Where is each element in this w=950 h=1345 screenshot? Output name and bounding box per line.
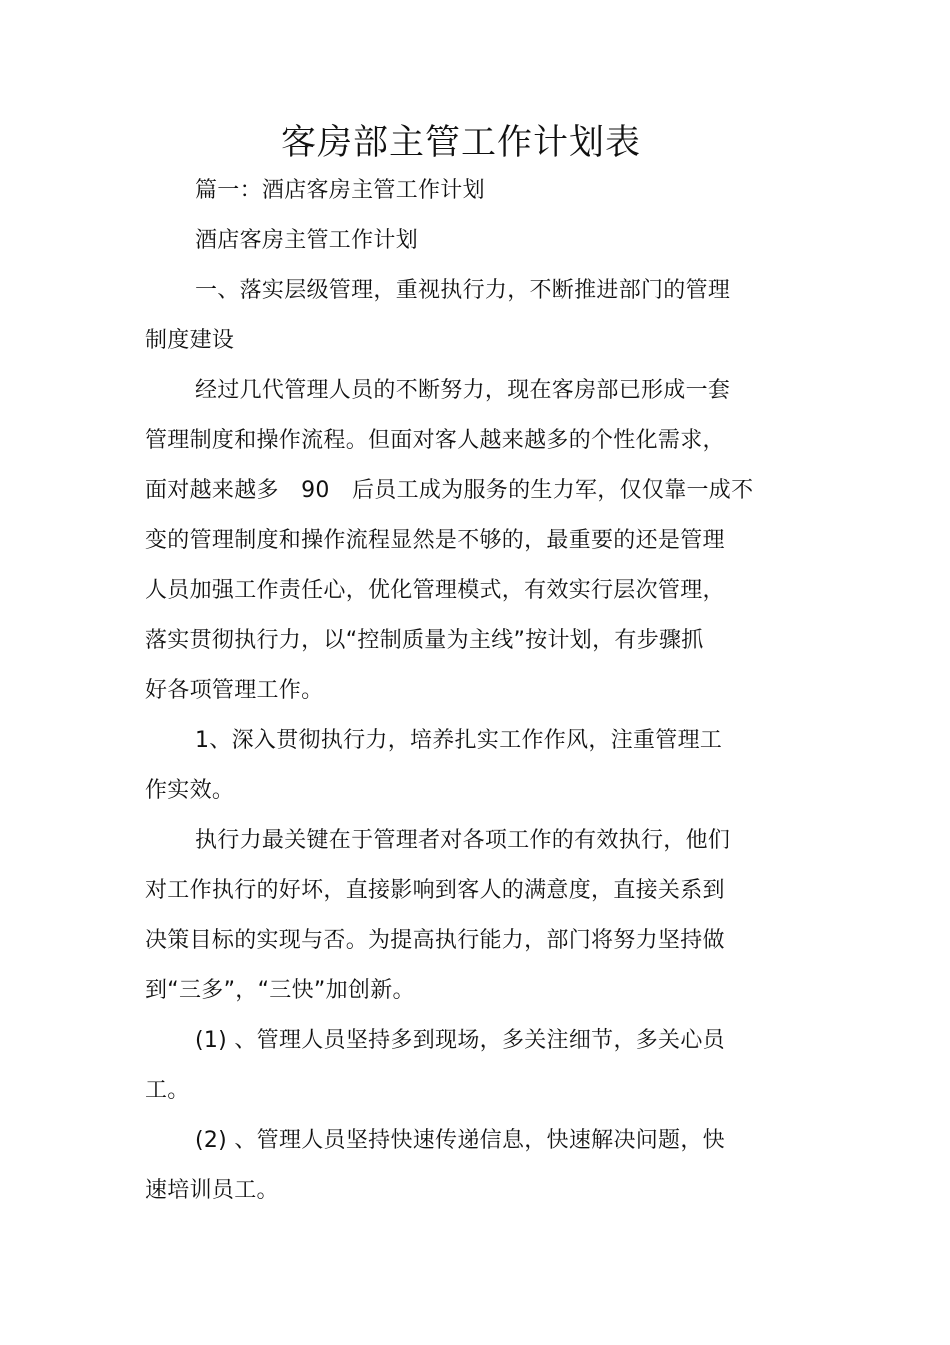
text-line: 好各项管理工作。 (145, 678, 324, 703)
text-line: 一、落实层级管理，重视执行力，不断推进部门的管理 (195, 278, 731, 303)
paragraph-section-heading (145, 166, 765, 216)
text-line: 面对越来越多 90 后员工成为服务的生力军，仅仅靠一成不 (145, 478, 754, 503)
text-line: 经过几代管理人员的不断努力，现在客房部已形成一套 (195, 378, 731, 403)
text-line: 速培训员工。 (145, 1178, 279, 1203)
paragraph-body-two (145, 816, 765, 1016)
text-line: 管理制度和操作流程。但面对客人越来越多的个性化需求， (145, 428, 725, 453)
document-title: 客房部主管工作计划表 (280, 123, 641, 163)
paragraph-body-one (145, 366, 765, 716)
text-line: 落实贯彻执行力，以“控制质量为主线”按计划，有步骤抓 (145, 628, 704, 653)
text-line: 到“三多”，“三快”加创新。 (145, 978, 415, 1003)
text-line: (2) 、管理人员坚持快速传递信息，快速解决问题，快 (195, 1128, 725, 1153)
document-body (145, 166, 765, 1216)
paragraph-item-one (145, 716, 765, 816)
text-line: 人员加强工作责任心，优化管理模式，有效实行层次管理， (145, 578, 725, 603)
text-line: 对工作执行的好坏，直接影响到客人的满意度，直接关系到 (145, 878, 725, 903)
text-line: 工。 (145, 1078, 190, 1103)
paragraph-plan-title (145, 216, 765, 266)
text-line: 酒店客房主管工作计划 (195, 228, 419, 253)
text-line: 篇一：酒店客房主管工作计划 (195, 178, 485, 203)
text-line: 1、深入贯彻执行力，培养扎实工作作风，注重管理工 (195, 728, 723, 753)
paragraph-subitem-two (145, 1116, 765, 1216)
text-line: (1) 、管理人员坚持多到现场，多关注细节，多关心员 (195, 1028, 725, 1053)
text-line: 执行力最关键在于管理者对各项工作的有效执行，他们 (195, 828, 731, 853)
text-line: 制度建设 (145, 328, 235, 353)
paragraph-subitem-one (145, 1016, 765, 1116)
text-line: 作实效。 (145, 778, 235, 803)
text-line: 变的管理制度和操作流程显然是不够的，最重要的还是管理 (145, 528, 725, 553)
paragraph-heading-one (145, 266, 765, 366)
text-line: 决策目标的实现与否。为提高执行能力，部门将努力坚持做 (145, 928, 725, 953)
